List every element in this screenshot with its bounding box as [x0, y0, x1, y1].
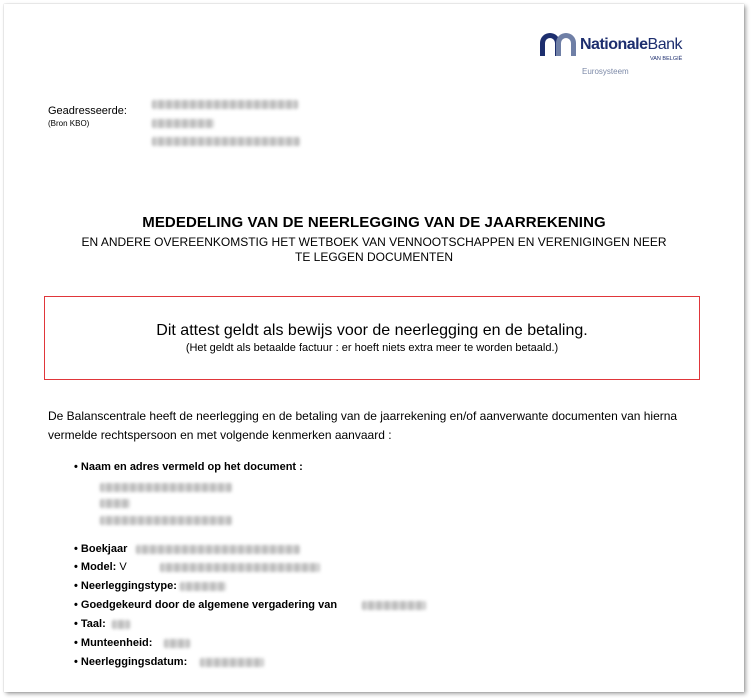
list-item-language: • Taal:	[74, 618, 106, 630]
list-item-name-address: • Naam en adres vermeld op het document :	[74, 461, 303, 473]
attest-note: (Het geldt als betaalde factuur : er hoeft niets extra meer te worden betaald.)	[185, 342, 559, 354]
list-item-filing-date: • Neerleggingsdatum:	[74, 656, 188, 668]
redacted-value	[164, 639, 190, 648]
list-item-filing-type: • Neerleggingstype:	[74, 580, 177, 592]
logo-subtext: VAN BELGIË	[650, 56, 683, 62]
redacted-value	[180, 582, 226, 591]
addressee-source: (Bron KBO)	[48, 119, 90, 128]
redacted-value	[100, 483, 232, 492]
redacted-value	[362, 601, 426, 610]
logo-tagline: Eurosysteem	[582, 67, 629, 76]
nbb-logo	[538, 30, 698, 76]
redacted-value	[200, 658, 264, 667]
redacted-address-line	[152, 137, 300, 146]
document-page	[4, 4, 744, 692]
page-title: MEDEDELING VAN DE NEERLEGGING VAN DE JAARREKENING	[142, 214, 606, 231]
redacted-value	[100, 499, 130, 508]
attest-statement: Dit attest geldt als bewijs voor de neerlegging en de betaling.	[156, 322, 588, 339]
list-item-currency: • Munteenheid:	[74, 637, 153, 649]
redacted-address-line	[152, 100, 298, 109]
redacted-value	[100, 516, 232, 525]
list-item-model: • Model: V	[74, 561, 127, 573]
addressee-label: Geadresseerde:	[48, 105, 127, 117]
nbb-logo-mark-icon	[538, 31, 576, 57]
list-item-fiscal-year: • Boekjaar	[74, 543, 128, 555]
redacted-value	[112, 620, 130, 629]
redacted-value	[136, 545, 300, 554]
list-item-approved-date: • Goedgekeurd door de algemene vergadering van	[74, 599, 338, 611]
redacted-address-line	[152, 119, 214, 128]
redacted-value	[160, 563, 320, 572]
page-subtitle: EN ANDERE OVEREENKOMSTIG HET WETBOEK VAN VENNOOTSCHAPPEN EN VERENIGINGEN NEER TE LEGGEN DOCUMENTEN	[81, 235, 667, 264]
intro-paragraph: De Balanscentrale heeft de neerlegging en de betaling van de jaarrekening en/of aanverwante documenten van hierna vermelde rechtspersoon en met volgende kenmerken aanvaard :	[48, 409, 678, 442]
attest-box	[44, 296, 700, 380]
logo-text: NationaleBank	[580, 36, 682, 53]
